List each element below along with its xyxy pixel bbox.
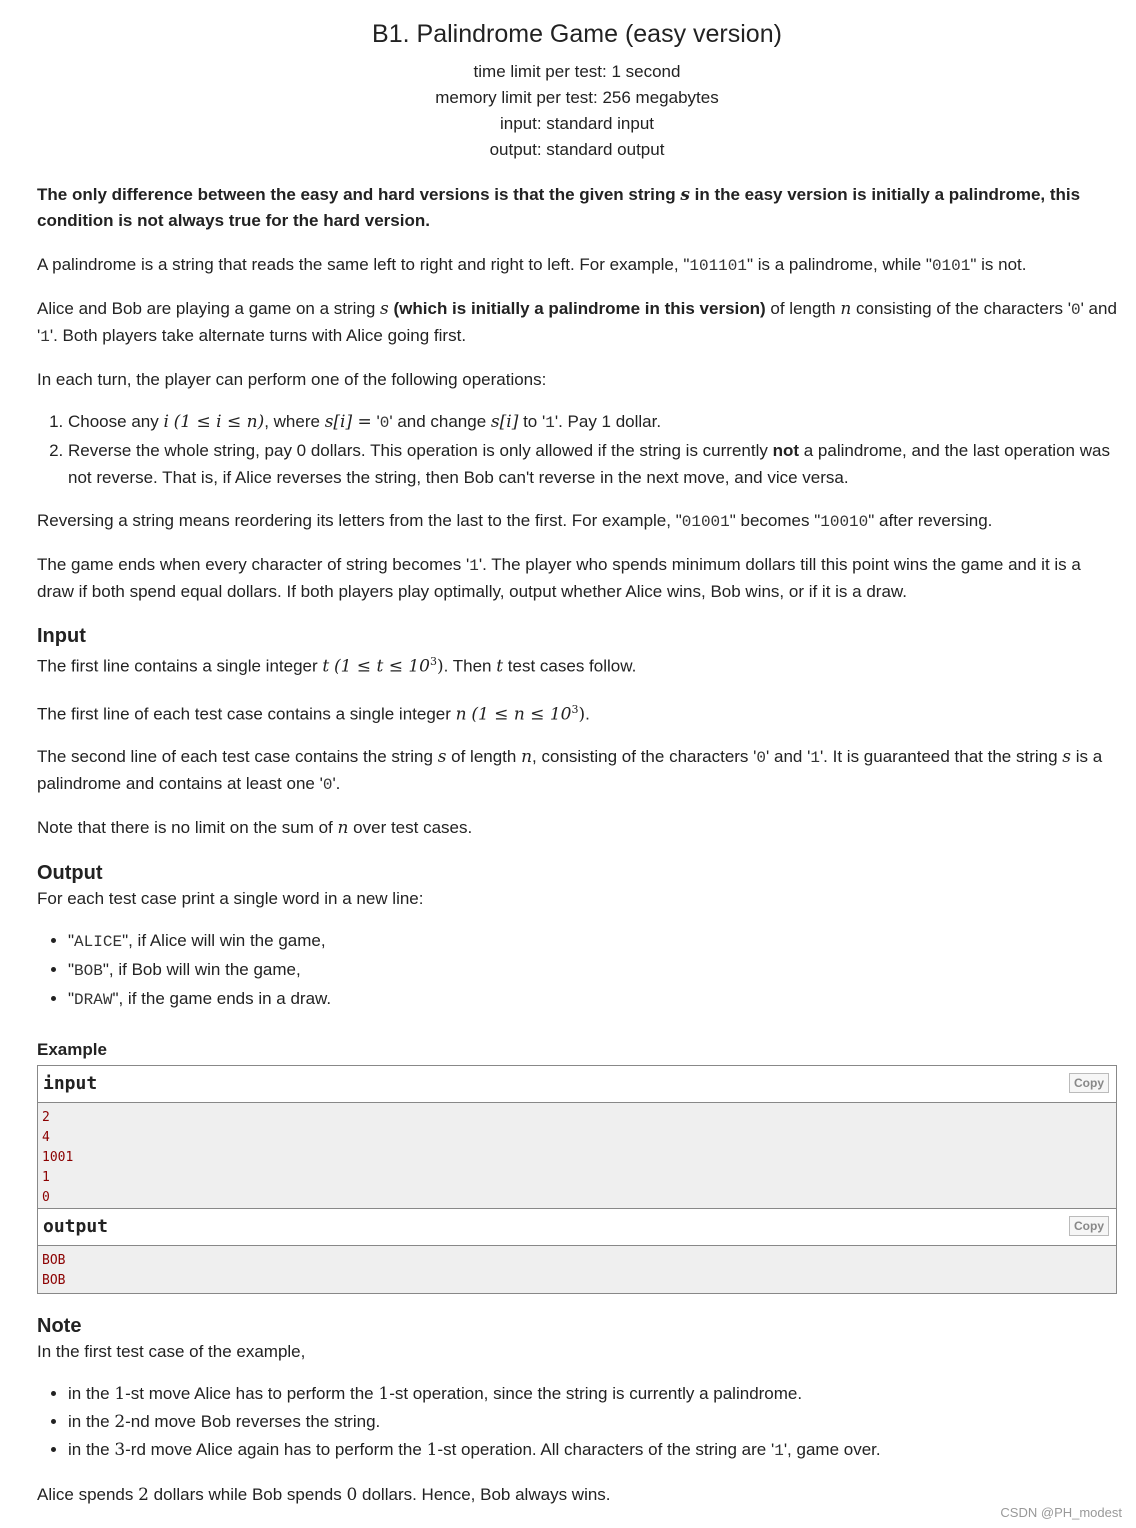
- code: 0: [756, 749, 767, 768]
- palindrome-definition: [37, 252, 1117, 279]
- text: '. Pay 1 dollar.: [554, 412, 662, 431]
- input-line-3: [37, 744, 1117, 798]
- text: test cases follow.: [503, 656, 637, 676]
- text: in the: [68, 1412, 115, 1432]
- code: 0: [322, 776, 333, 795]
- math-var: n: [337, 818, 349, 839]
- watermark: CSDN @PH_modest: [1000, 1505, 1122, 1520]
- output-line: BOB: [42, 1273, 66, 1289]
- memory-limit: memory limit per test: 256 megabytes: [435, 88, 719, 107]
- text: The game ends when every character of string becomes ': [37, 555, 470, 574]
- math-num: 1: [426, 1440, 438, 1461]
- text: " becomes ": [729, 511, 821, 530]
- math-expr: ): [436, 656, 444, 677]
- code: 1: [810, 749, 820, 768]
- text: '. Both players take alternate turns with Alice going first.: [49, 326, 467, 345]
- input-line-2: [37, 697, 1117, 728]
- copy-output-button[interactable]: Copy: [1069, 1216, 1109, 1236]
- text: '.: [332, 774, 341, 794]
- text: ' and change: [389, 412, 491, 431]
- text: Note that there is no limit on the sum of: [37, 818, 338, 838]
- operation-item: [68, 437, 1117, 491]
- text: -st operation. All characters of the string are ': [437, 1440, 775, 1460]
- text: a palindrome, and the last operation was not reverse. That is, if Alice reverses the string, then Bob can't reverse in the next move, and vice versa.: [68, 441, 1110, 487]
- operations-list: [37, 408, 1117, 491]
- math-expr: ): [578, 704, 586, 725]
- text: ' and ': [37, 299, 1117, 345]
- example-output-text[interactable]: [38, 1246, 1116, 1293]
- note-conclusion: [37, 1482, 1117, 1508]
- list-item: • "BOB", if Bob will win the game,: [68, 956, 1117, 985]
- text: , where: [264, 412, 325, 431]
- text: dollars while Bob spends: [148, 1485, 347, 1505]
- bold-text: not: [772, 441, 800, 460]
- text: dollars. Hence, Bob always wins.: [357, 1485, 611, 1505]
- input-line: 1001: [42, 1150, 74, 1166]
- note-list: [37, 1380, 1117, 1465]
- problem-title: B1. Palindrome Game (easy version): [372, 20, 782, 48]
- math-var: n: [840, 299, 852, 319]
- math-var: i: [163, 412, 169, 432]
- text: .: [585, 704, 590, 724]
- note-intro: In the first test case of the example,: [37, 1342, 306, 1362]
- math-expr: s[i] =: [324, 412, 372, 432]
- code: 1: [774, 1442, 784, 1461]
- text: Reversing a string means reordering its letters from the last to the first. For example, ": [37, 511, 682, 530]
- text: ", if Alice will win the game,: [122, 931, 326, 951]
- text: The first line of each test case contains a single integer: [37, 704, 456, 724]
- input-line: 0: [42, 1190, 50, 1206]
- math-num: 3: [114, 1440, 126, 1461]
- bold-text: (which is initially a palindrome in this version): [388, 299, 766, 318]
- text: Choose any: [68, 412, 164, 431]
- text: is a palindrome and contains at least one ': [37, 747, 1103, 794]
- text: ', game over.: [783, 1440, 881, 1460]
- text: " after reversing.: [868, 511, 993, 530]
- example-input-header: [38, 1066, 1116, 1103]
- example-output-label: output: [43, 1216, 109, 1238]
- code: ALICE: [74, 933, 123, 952]
- operation-item: [68, 408, 1117, 437]
- text: -st operation, since the string is currently a palindrome.: [389, 1384, 803, 1404]
- math-exponent: 3: [429, 655, 437, 668]
- list-item: [68, 1408, 1117, 1436]
- math-var: n: [521, 747, 533, 768]
- example-output-header: [38, 1208, 1116, 1246]
- operations-intro: In each turn, the player can perform one of the following operations:: [37, 370, 547, 389]
- text: in the: [68, 1440, 115, 1460]
- text: over test cases.: [348, 818, 473, 838]
- code: 0: [1070, 301, 1081, 319]
- time-limit: time limit per test: 1 second: [473, 62, 681, 81]
- text: Alice spends: [37, 1485, 139, 1505]
- math-expr: s[i]: [490, 412, 519, 432]
- text: . Then: [443, 656, 497, 676]
- text: consisting of the characters ': [851, 299, 1071, 318]
- output-intro: For each test case print a single word in a new line:: [37, 889, 424, 909]
- math-var: s: [380, 299, 389, 319]
- problem-limits: [37, 59, 1117, 163]
- math-num: 0: [346, 1485, 358, 1506]
- example-box: [37, 1065, 1117, 1294]
- code: 1: [40, 328, 50, 346]
- text: -nd move Bob reverses the string.: [125, 1412, 381, 1432]
- math-expr: (1 ≤ n ≤ 10: [471, 704, 572, 725]
- text: The only difference between the easy and hard versions is that the given string: [37, 185, 681, 204]
- math-var: t: [496, 656, 504, 677]
- input-file: input: standard input: [499, 114, 655, 133]
- text: The second line of each test case contains the string: [37, 747, 438, 767]
- list-item: [68, 1380, 1117, 1408]
- code: 0: [379, 414, 390, 432]
- input-line: 4: [42, 1130, 50, 1146]
- output-words-list: [37, 927, 1117, 1014]
- math-var: t: [322, 656, 330, 677]
- example-title: Example: [37, 1040, 107, 1060]
- math-num: 2: [138, 1485, 149, 1506]
- list-item: • "DRAW", if the game ends in a draw.: [68, 985, 1117, 1014]
- text: ", if Bob will win the game,: [102, 960, 301, 980]
- text: of length: [765, 299, 841, 318]
- output-line: BOB: [42, 1253, 66, 1269]
- text: '. It is guaranteed that the string: [819, 747, 1063, 767]
- copy-input-button[interactable]: Copy: [1069, 1073, 1109, 1093]
- code: DRAW: [74, 991, 113, 1010]
- text: ", if the game ends in a draw.: [112, 989, 332, 1009]
- code: 101101: [689, 257, 747, 275]
- code: 0101: [931, 257, 971, 275]
- text: A palindrome is a string that reads the same left to right and right to left. For example, ": [37, 255, 690, 274]
- math-var: s: [437, 747, 447, 768]
- code: BOB: [74, 962, 103, 981]
- math-var: s: [1062, 747, 1072, 768]
- input-section-title: Input: [37, 625, 86, 647]
- list-item: [68, 1436, 1117, 1465]
- code: 1: [469, 557, 479, 575]
- text: ' and ': [766, 747, 811, 767]
- list-item: • "ALICE", if Alice will win the game,: [68, 927, 1117, 956]
- legend-bold-note: [37, 182, 1117, 233]
- math-expr: (1 ≤ t ≤ 10: [333, 656, 430, 677]
- note-section-title: Note: [37, 1315, 82, 1338]
- math-num: 2: [114, 1412, 126, 1433]
- text: -st move Alice has to perform the: [125, 1384, 379, 1404]
- problem-statement: [37, 0, 1117, 1508]
- text: of length: [446, 747, 522, 767]
- math-var: n: [455, 704, 467, 725]
- game-end-rules: [37, 552, 1117, 604]
- math-var: s: [680, 185, 690, 205]
- output-section-title: Output: [37, 862, 103, 885]
- code: 01001: [681, 513, 730, 531]
- input-line: 2: [42, 1110, 50, 1126]
- math-num: 1: [378, 1384, 390, 1405]
- example-input-label: input: [43, 1073, 98, 1095]
- code: 10010: [820, 513, 869, 531]
- text: " is a palindrome, while ": [746, 255, 932, 274]
- text: Alice and Bob are playing a game on a string: [37, 299, 381, 318]
- text: '. The player who spends minimum dollars till this point wins the game and it is a draw if both spend equal dollars. If both players play optimally, output whether Alice wins, Bob wins, or if it is a draw.: [37, 555, 1081, 601]
- text: in the: [68, 1384, 115, 1404]
- code: 1: [545, 414, 555, 432]
- text: to ': [518, 412, 546, 431]
- reverse-definition: [37, 508, 1117, 535]
- math-expr: (1 ≤ i ≤ n): [173, 412, 265, 432]
- text: Reverse the whole string, pay 0 dollars. This operation is only allowed if the string is currently: [68, 441, 773, 460]
- text: , consisting of the characters ': [532, 747, 757, 767]
- game-description: [37, 296, 1117, 350]
- input-line-1: [37, 649, 1117, 680]
- math-num: 1: [114, 1384, 126, 1405]
- text: in the easy version is initially a palindrome, this condition is not always true for the hard version.: [37, 185, 1081, 230]
- input-line: 1: [42, 1170, 50, 1186]
- example-input-text[interactable]: [38, 1103, 1116, 1208]
- output-file: output: standard output: [489, 140, 665, 159]
- text: -rd move Alice again has to perform the: [125, 1440, 427, 1460]
- input-line-4: [37, 815, 1117, 841]
- text: " is not.: [970, 255, 1027, 274]
- text: The first line contains a single integer: [37, 656, 323, 676]
- math-exponent: 3: [571, 702, 579, 716]
- text: ': [371, 412, 380, 431]
